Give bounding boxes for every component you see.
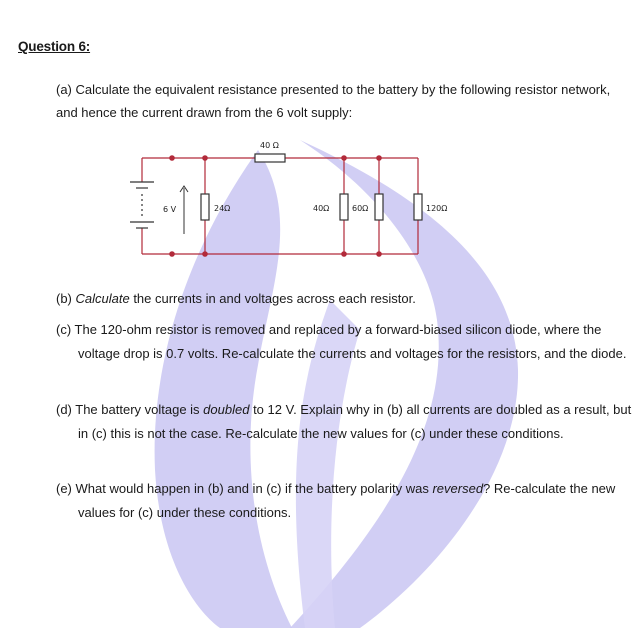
junction-node [341,155,347,161]
part-d-emphasis: doubled [203,402,250,417]
junction-node [202,251,208,257]
part-b-text [56,287,616,310]
question-title: Question 6: [18,39,91,54]
part-d-pre: (d) The battery voltage is [56,402,204,417]
part-e-text [56,477,636,524]
part-e-post: ? Re-calculate the new values for (c) under these conditions. [78,481,616,520]
part-c-text: (c) The 120-ohm resistor is removed and replaced by a forward-biased silicon diode, where the voltage drop is 0.7 volts. Re-calculate the currents and voltages for the resistors, and the diode. [56,322,627,361]
part-d-post: to 12 V. Explain why in (b) all currents are doubled as a result, but in (c) this is not the case. Re-calculate the new values for (c) under these conditions. [78,402,632,441]
current-arrow-icon [180,186,188,234]
part-b-prefix: (b) [56,291,76,306]
resistor-40-shunt-label: 40Ω [313,204,330,213]
junction-node [376,155,382,161]
circuit-diagram [120,136,450,266]
resistor-40-shunt [340,194,348,220]
resistor-24-label: 24Ω [214,204,231,213]
part-b-rest: the currents in and voltages across each resistor. [129,291,416,306]
resistor-40-series-label: 40 Ω [260,141,279,150]
junction-node [169,251,175,257]
resistor-120-label: 120Ω [426,204,448,213]
part-e-pre: (e) What would happen in (b) and in (c) if the battery polarity was [56,481,433,496]
resistor-120 [414,194,422,220]
junction-node [376,251,382,257]
part-a-text: (a) Calculate the equivalent resistance presented to the battery by the following resistor network, and hence the current drawn from the 6 volt supply: [56,82,611,120]
battery-label: 6 V [163,205,177,214]
resistor-40-series [255,154,285,162]
part-b-emphasis: Calculate [75,291,130,306]
junction-node [202,155,208,161]
junction-node [169,155,175,161]
battery-symbol [130,182,154,228]
resistor-24 [201,194,209,220]
resistor-60-label: 60Ω [352,204,369,213]
part-e-emphasis: reversed [432,481,484,496]
resistor-60 [375,194,383,220]
part-d-text [56,398,636,445]
junction-node [341,251,347,257]
